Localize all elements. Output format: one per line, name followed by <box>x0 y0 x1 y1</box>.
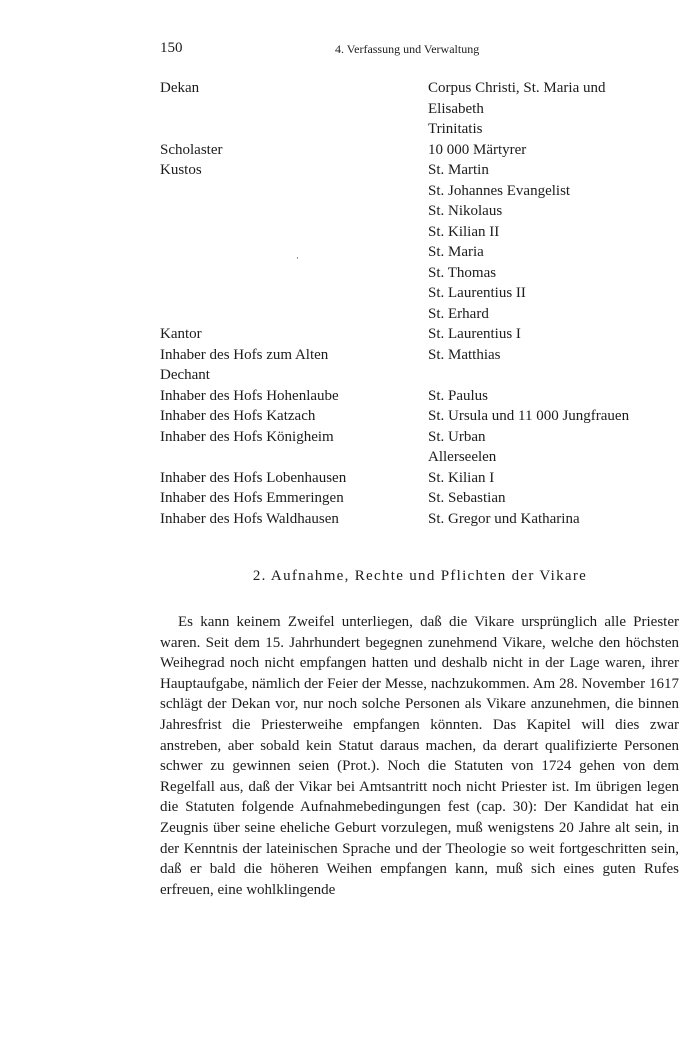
ledger-office <box>160 242 428 263</box>
ledger-row <box>160 365 680 386</box>
ledger-patron: St. Johannes Evangelist <box>428 182 571 199</box>
ledger-row <box>160 140 680 161</box>
ledger-row <box>160 488 680 509</box>
ledger-office <box>160 304 428 325</box>
ledger-row <box>160 447 680 468</box>
ledger-patron <box>428 365 680 386</box>
ledger-patron: St. Matthias <box>428 346 501 363</box>
ledger-patron: St. Laurentius II <box>428 285 526 301</box>
ledger-row <box>160 468 680 489</box>
ledger-office: Inhaber des Hofs Waldhausen <box>160 510 339 527</box>
ledger-office: Inhaber des Hofs Hohenlaube <box>160 387 339 404</box>
ledger-patron: Allerseelen <box>428 449 497 465</box>
ledger-row <box>160 119 680 140</box>
ledger-row <box>160 99 680 120</box>
ledger-row <box>160 386 680 407</box>
ledger-office <box>160 119 428 140</box>
ledger-office: Scholaster <box>160 141 223 158</box>
ledger-patron: Corpus Christi, St. Maria und <box>428 80 606 96</box>
ledger-office <box>160 447 428 468</box>
ledger-patron: St. Ursula und 11 000 Jungfrauen <box>428 408 630 424</box>
ledger-patron: St. Urban <box>428 428 486 445</box>
ledger-patron: St. Martin <box>428 162 489 178</box>
ledger-office: Inhaber des Hofs Lobenhausen <box>160 469 347 486</box>
ledger-patron: St. Gregor und Katharina <box>428 510 580 527</box>
page-number: 150 <box>160 40 183 56</box>
ledger-patron: 10 000 Märtyrer <box>428 141 527 158</box>
ledger-patron: St. Kilian II <box>428 223 500 240</box>
section-heading: 2. Aufnahme, Rechte und Pflichten der Vikare <box>252 568 588 584</box>
ledger-patron: St. Nikolaus <box>428 203 503 219</box>
ledger-row <box>160 427 680 448</box>
vicarage-ledger <box>160 78 680 529</box>
ledger-row <box>160 509 680 530</box>
ledger-office <box>160 283 428 304</box>
ledger-office: Inhaber des Hofs zum Alten <box>160 346 329 363</box>
ledger-office <box>160 222 428 243</box>
page-header <box>160 40 530 60</box>
ledger-patron: St. Thomas <box>428 264 497 281</box>
ledger-patron: St. Kilian I <box>428 469 495 486</box>
body-text <box>160 612 679 900</box>
ledger-row <box>160 181 680 202</box>
ledger-office <box>160 201 428 222</box>
ledger-row <box>160 160 680 181</box>
ledger-patron: St. Maria <box>428 244 484 260</box>
ledger-row <box>160 242 680 263</box>
ledger-row <box>160 201 680 222</box>
ledger-row <box>160 222 680 243</box>
ledger-patron: Trinitatis <box>428 121 483 137</box>
ledger-office <box>160 99 428 120</box>
ledger-row <box>160 283 680 304</box>
ledger-row <box>160 304 680 325</box>
ledger-office: Inhaber des Hofs Katzach <box>160 408 316 424</box>
ledger-office: Kantor <box>160 326 202 342</box>
print-speck: · <box>296 253 299 263</box>
ledger-row <box>160 78 680 99</box>
ledger-row <box>160 345 680 366</box>
ledger-patron: St. Sebastian <box>428 490 506 506</box>
ledger-patron: St. Paulus <box>428 387 489 404</box>
ledger-office <box>160 263 428 284</box>
running-head: 4. Verfassung und Verwaltung <box>335 42 480 56</box>
ledger-patron: Elisabeth <box>428 100 484 117</box>
ledger-office: Dechant <box>160 367 210 383</box>
ledger-patron: St. Laurentius I <box>428 326 521 342</box>
ledger-office: Dekan <box>160 80 200 96</box>
ledger-row <box>160 263 680 284</box>
ledger-office: Kustos <box>160 162 202 178</box>
ledger-patron: St. Erhard <box>428 305 489 322</box>
ledger-office: Inhaber des Hofs Königheim <box>160 428 334 445</box>
ledger-row <box>160 406 680 427</box>
ledger-office <box>160 181 428 202</box>
ledger-row <box>160 324 680 345</box>
body-paragraph: Es kann keinem Zweifel unterliegen, daß die Vikare ursprünglich alle Priester waren. Seit dem 15. Jahrhundert begegnen zunehmend Vikare, welche den höchsten Weihegrad noch nicht empfangen hatten und deshalb nicht in der Lage waren, ihrer Hauptaufgabe, nämlich der Feier der Messe, nachzukommen. Am 28. November 1617 schlägt der Dekan vor, nur noch solche Personen als Vikare anzunehmen, die binnen Jahresfrist die Priesterweihe empfangen könnten. Das Kapitel will dies zwar anstreben, aber sobald kein Statut daraus machen, da derart qualifizierte Personen schwer zu gewinnen seien (Prot.). Noch die Statuten von 1724 gehen von dem Regelfall aus, daß der Vikar bei Amtsantritt noch nicht Priester ist. Im übrigen legen die Statuten folgende Aufnahmebedingungen fest (cap. 30): Der Kandidat hat ein Zeugnis über seine eheliche Geburt vorzulegen, muß wenigstens 20 Jahre alt sein, in der Kenntnis der lateinischen Sprache und der Theologie so weit fortgeschritten sein, daß er bald die höheren Weihen empfangen kann, muß sich eines guten Rufes erfreuen, eine wohlklingende <box>160 614 679 898</box>
ledger-office: Inhaber des Hofs Emmeringen <box>160 490 344 506</box>
